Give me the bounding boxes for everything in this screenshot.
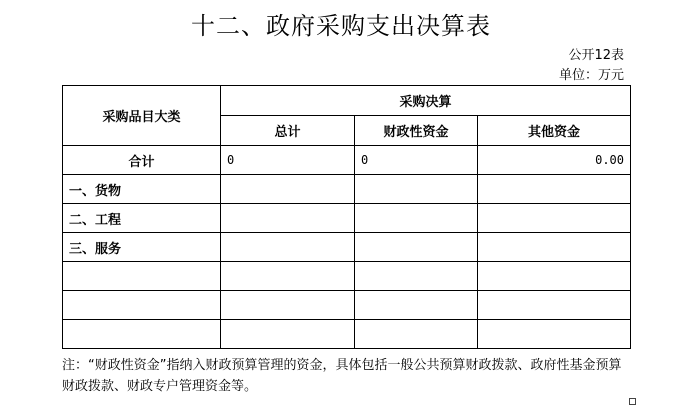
cell-other bbox=[478, 233, 631, 262]
table-row-total bbox=[63, 146, 631, 175]
table-row-works bbox=[63, 204, 631, 233]
procurement-table bbox=[62, 85, 631, 349]
page-title: 十二、政府采购支出决算表 bbox=[191, 12, 491, 40]
table-code: 公开12表 bbox=[568, 48, 624, 63]
cell-other bbox=[478, 291, 631, 320]
cell-total bbox=[221, 291, 355, 320]
cell-other bbox=[478, 320, 631, 349]
header-other: 其他资金 bbox=[478, 116, 631, 146]
cell-total: 0 bbox=[221, 146, 355, 175]
cell-total bbox=[221, 320, 355, 349]
row-label: 合计 bbox=[63, 146, 221, 175]
header-total: 总计 bbox=[221, 116, 355, 146]
row-label: 二、工程 bbox=[63, 204, 221, 233]
cell-fiscal bbox=[355, 204, 478, 233]
row-label bbox=[63, 262, 221, 291]
cell-total bbox=[221, 175, 355, 204]
resize-handle-icon bbox=[629, 398, 636, 405]
cell-other bbox=[478, 204, 631, 233]
cell-other: 0.00 bbox=[478, 146, 631, 175]
cell-fiscal: 0 bbox=[355, 146, 478, 175]
header-row-1 bbox=[63, 86, 631, 116]
unit-label: 单位：万元 bbox=[558, 68, 624, 83]
table-row-services bbox=[63, 233, 631, 262]
cell-other bbox=[478, 262, 631, 291]
header-fiscal: 财政性资金 bbox=[355, 116, 478, 146]
table-row-empty bbox=[63, 320, 631, 349]
header-group: 采购决算 bbox=[221, 86, 631, 116]
row-label: 三、服务 bbox=[63, 233, 221, 262]
cell-total bbox=[221, 262, 355, 291]
row-label bbox=[63, 320, 221, 349]
table-row-goods bbox=[63, 175, 631, 204]
cell-fiscal bbox=[355, 175, 478, 204]
cell-total bbox=[221, 204, 355, 233]
header-category: 采购品目大类 bbox=[63, 86, 221, 146]
cell-other bbox=[478, 175, 631, 204]
cell-fiscal bbox=[355, 233, 478, 262]
footnote: 注：“财政性资金”指纳入财政预算管理的资金，具体包括一般公共预算财政拨款、政府性基金预算财政拨款、财政专户管理资金等。 bbox=[62, 358, 622, 394]
cell-fiscal bbox=[355, 262, 478, 291]
table-row-empty bbox=[63, 291, 631, 320]
row-label bbox=[63, 291, 221, 320]
cell-fiscal bbox=[355, 320, 478, 349]
row-label: 一、货物 bbox=[63, 175, 221, 204]
table-row-empty bbox=[63, 262, 631, 291]
cell-total bbox=[221, 233, 355, 262]
cell-fiscal bbox=[355, 291, 478, 320]
